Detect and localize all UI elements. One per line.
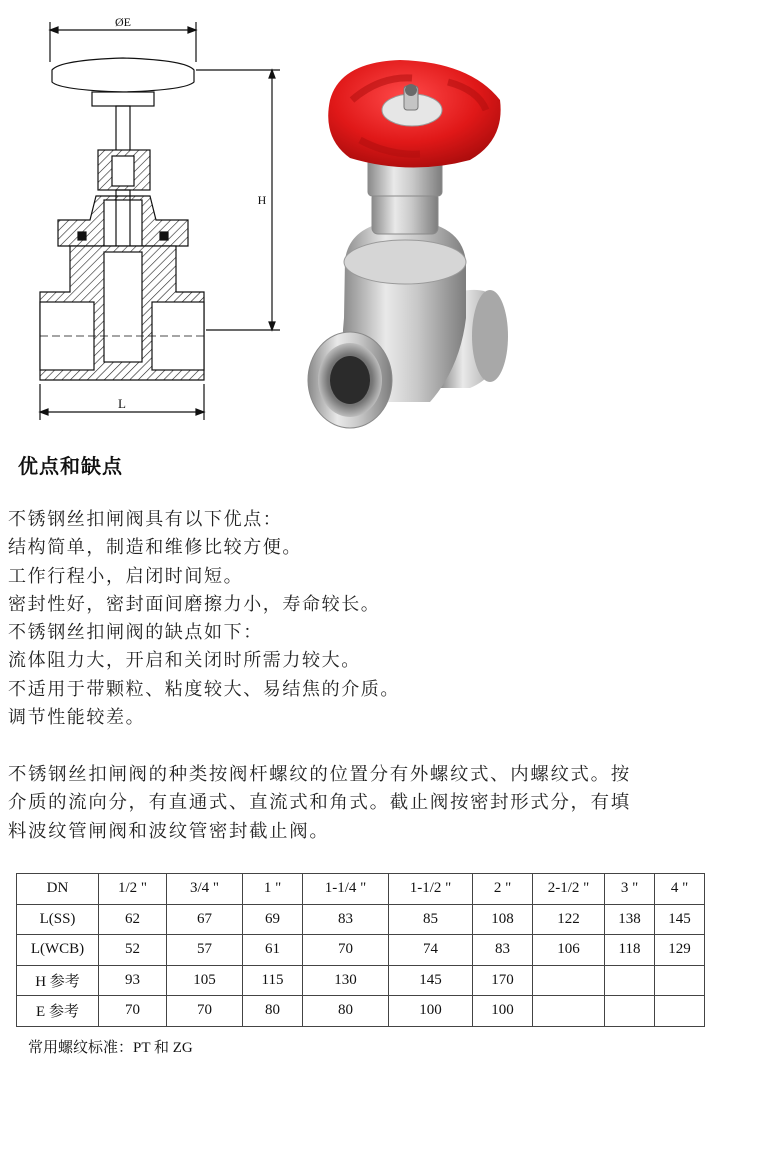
table-cell: 122 <box>533 904 605 935</box>
table-cell: 70 <box>303 935 389 966</box>
section-title: 优点和缺点 <box>18 454 123 478</box>
dim-h-label: H <box>257 193 267 207</box>
thread-standard-note: 常用螺纹标准：PT 和 ZG <box>28 1040 193 1056</box>
table-cell: 105 <box>167 965 243 996</box>
table-cell <box>655 965 705 996</box>
table-row-e <box>17 996 705 1027</box>
table-cell: 2 " <box>473 874 533 905</box>
pros-cons-text <box>8 506 400 732</box>
table-cell: 1 " <box>243 874 303 905</box>
table-cell: 118 <box>605 935 655 966</box>
pros-cons-line: 工作行程小，启闭时间短。 <box>8 565 244 587</box>
table-cell <box>605 996 655 1027</box>
pros-cons-line: 流体阻力大，开启和关闭时所需力较大。 <box>8 650 361 672</box>
table-cell: 100 <box>473 996 533 1027</box>
table-cell: 70 <box>99 996 167 1027</box>
table-cell: 80 <box>303 996 389 1027</box>
table-cell: 74 <box>389 935 473 966</box>
table-cell: DN <box>17 874 99 905</box>
table-cell: L(WCB) <box>17 935 99 966</box>
types-paragraph <box>8 761 631 846</box>
table-row-l-wcb <box>17 935 705 966</box>
table-cell: 61 <box>243 935 303 966</box>
table-cell: 3 " <box>605 874 655 905</box>
table-cell <box>533 996 605 1027</box>
table-cell <box>605 965 655 996</box>
table-cell: 80 <box>243 996 303 1027</box>
table-cell: 145 <box>389 965 473 996</box>
table-row-h <box>17 965 705 996</box>
table-cell: 115 <box>243 965 303 996</box>
table-cell: 83 <box>303 904 389 935</box>
dim-l-label: L <box>118 396 126 411</box>
table-row-dn <box>17 874 705 905</box>
table-cell: 93 <box>99 965 167 996</box>
table-cell: 1-1/4 " <box>303 874 389 905</box>
table-cell: 83 <box>473 935 533 966</box>
pros-cons-line: 不锈钢丝扣闸阀的缺点如下： <box>8 622 263 644</box>
table-cell: 100 <box>389 996 473 1027</box>
table-cell: 52 <box>99 935 167 966</box>
table-cell: 85 <box>389 904 473 935</box>
pros-cons-line: 调节性能较差。 <box>8 707 146 729</box>
table-cell <box>655 996 705 1027</box>
table-cell: 69 <box>243 904 303 935</box>
valve-photo <box>308 60 508 428</box>
pros-cons-line: 不锈钢丝扣闸阀具有以下优点： <box>8 509 283 530</box>
table-cell: 70 <box>167 996 243 1027</box>
table-cell: 67 <box>167 904 243 935</box>
table-cell: 57 <box>167 935 243 966</box>
table-cell: 138 <box>605 904 655 935</box>
dim-e-label: ØE <box>115 15 131 29</box>
valve-figures <box>0 0 780 440</box>
table-cell: E 参考 <box>17 996 99 1027</box>
table-cell: 2-1/2 " <box>533 874 605 905</box>
table-cell <box>533 965 605 996</box>
table-cell: 106 <box>533 935 605 966</box>
table-cell: L(SS) <box>17 904 99 935</box>
table-cell: 170 <box>473 965 533 996</box>
pros-cons-line: 密封性好，密封面间磨擦力小，寿命较长。 <box>8 593 381 615</box>
pros-cons-line: 不适用于带颗粒、粘度较大、易结焦的介质。 <box>8 678 400 700</box>
types-line: 介质的流向分，有直通式、直流式和角式。截止阀按密封形式分，有填 <box>8 792 631 814</box>
table-cell: 130 <box>303 965 389 996</box>
table-cell: 145 <box>655 904 705 935</box>
table-cell: 62 <box>99 904 167 935</box>
pros-cons-line: 结构简单，制造和维修比较方便。 <box>8 537 302 559</box>
types-line: 料波纹管闸阀和波纹管密封截止阀。 <box>8 820 330 842</box>
table-cell: 108 <box>473 904 533 935</box>
spec-table <box>16 873 705 1027</box>
types-line: 不锈钢丝扣闸阀的种类按阀杆螺纹的位置分有外螺纹式、内螺纹式。按 <box>8 764 631 785</box>
table-row-l-ss <box>17 904 705 935</box>
table-cell: H 参考 <box>17 965 99 996</box>
table-cell: 3/4 " <box>167 874 243 905</box>
table-cell: 1-1/2 " <box>389 874 473 905</box>
table-cell: 4 " <box>655 874 705 905</box>
table-cell: 1/2 " <box>99 874 167 905</box>
table-cell: 129 <box>655 935 705 966</box>
technical-drawing <box>40 22 280 420</box>
